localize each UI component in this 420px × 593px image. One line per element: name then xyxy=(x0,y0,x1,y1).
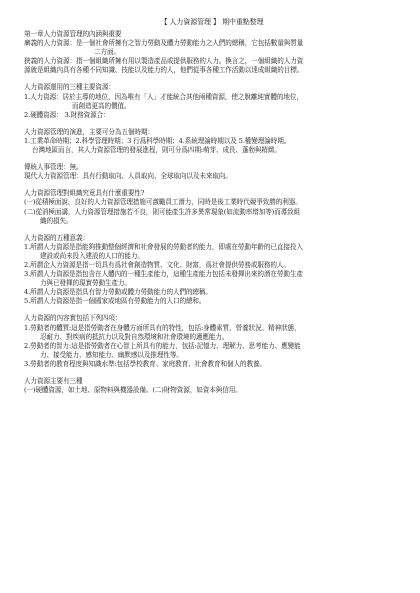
modern-hr: 現代人力資源管理：具有行動取向、人員取向、全球取向以及未來取向。 xyxy=(24,172,232,181)
content-item-2: 2.勞動者的智力:這是指勞動者在心智上所具有的能力，包括:記憶力、理解力、思考能力、應變能 xyxy=(24,341,301,350)
meaning-item-3-cont: 力與已發揮的現實勞動生產力。 xyxy=(40,279,131,288)
importance-negative-cont: 織的損失。 xyxy=(40,216,73,225)
content-item-3: 3.勞動者的教育程度與知識水準:包括學校教育、家庭教育、社會教育和個人的教養。 xyxy=(24,359,266,368)
broad-definition: 廣義的人力資源：是一個社會所擁有之智力勞動及體力勞動能力之人們的總稱，它包括數量與質量 xyxy=(24,39,304,48)
importance-heading: 人力資源管理對組織究竟具有什麼重要性? xyxy=(24,189,145,198)
main-resources-items: (一)硬體資源，如土地、原物料與機器設備。(二)財物資源，如資本與信用。 xyxy=(24,386,242,395)
importance-positive: (一)從積極面說，良好的人力資源管理措施可激勵員工潛力，同時是後工業時代競爭致勝的利器。 xyxy=(24,198,302,207)
narrow-definition: 狹義的人力資源：指一個組織所擁有用以製造產品或提供服務的人力。換言之，一個組織的人力資 xyxy=(24,57,304,66)
human-resource-item: 1.人力資源：居於主導的地位，因為唯有「人」才能統合其他兩種資源，使之脫離純實體的地位， xyxy=(24,92,303,101)
narrow-definition-cont: 源就是組織內具有各種不同知識、技能以及能力的人，他們從事各種工作活動以達成組織的目標。 xyxy=(24,66,304,75)
content-item-2-cont: 力、接受能力、感知能力、幽默感以及推理性等。 xyxy=(40,350,183,359)
meaning-item-1-cont: 建設或尚未投入建設的人口的能力。 xyxy=(40,251,144,260)
broad-definition-cont: 二方面。 xyxy=(94,48,120,57)
taiwan-development: 台灣地區而言，其人力資源管理的發展進程，則可分爲四期:萌芽、成長、蓬勃與精緻。 xyxy=(32,146,281,155)
meaning-item-1: 1.所謂人力資源是指能夠推動整個經濟和社會發展的勞動者的能力，即處在勞動年齡的已直接投入 xyxy=(24,242,303,251)
content-item-1: 1.勞動者的體質:這是指勞動者在身體方面所具有的特性，包括:身體素質、營養狀況、精神狀態， xyxy=(24,323,301,332)
document-page xyxy=(24,16,400,395)
meaning-item-2: 2.所謂企人力資源是指一切具有爲社會創造物質、文化、財富，爲社會提供勞務或服務的人。 xyxy=(24,260,290,269)
human-resource-item-cont: 而創造更高的價值。 xyxy=(72,101,131,110)
content-heading: 人力資源的內容實包括下列四項： xyxy=(24,314,122,323)
chapter-heading: 第一章人力資源管理的內涵與重要 xyxy=(24,30,122,38)
evolution-heading: 人力資源管理的演進，主要可分為五個時期： xyxy=(24,127,154,136)
meaning-item-4: 4.所謂人力資源是指具有智力勞動或體力勞動能力的人們的總稱。 xyxy=(24,288,212,297)
hardware-finance-item: 2.硬體資源： 3.財務資源合： xyxy=(24,110,110,119)
meaning-item-3: 3.所謂人力資源是指包含在人體內的一種生產能力，這種生產能力包括未發揮出來的潛在勞動生產 xyxy=(24,270,303,279)
page-title: 【 人力資源管理 】 期中重點整理 xyxy=(160,18,264,26)
main-resources-heading: 人力資源主要有三種 xyxy=(24,377,83,385)
content-item-1-cont: 忍耐力、對疾病的抵抗力以及對自然環境和社會環境的適應能力。 xyxy=(40,332,229,341)
meaning-item-5: 5.所謂人力資源是指一個國家或地區有勞動能力的人口的總和。 xyxy=(24,297,206,306)
five-meanings-heading: 人力資源的五種意義： xyxy=(24,233,89,242)
importance-negative: (二)從消極面講，人力資源管理措施若不良，則可能產生許多異常現象(如流動率增加等)而導致組 xyxy=(24,207,301,216)
evolution-periods: 1.工業革命時期；2.科學管理時期；3 行爲科學時期；4.系統理論時期以及 5.權變理論時期。 xyxy=(24,136,291,145)
traditional-hr: 傳統人事管理：無。 xyxy=(24,163,83,172)
three-resources-heading: 人力資源運用的三種主要資源： xyxy=(24,83,115,92)
